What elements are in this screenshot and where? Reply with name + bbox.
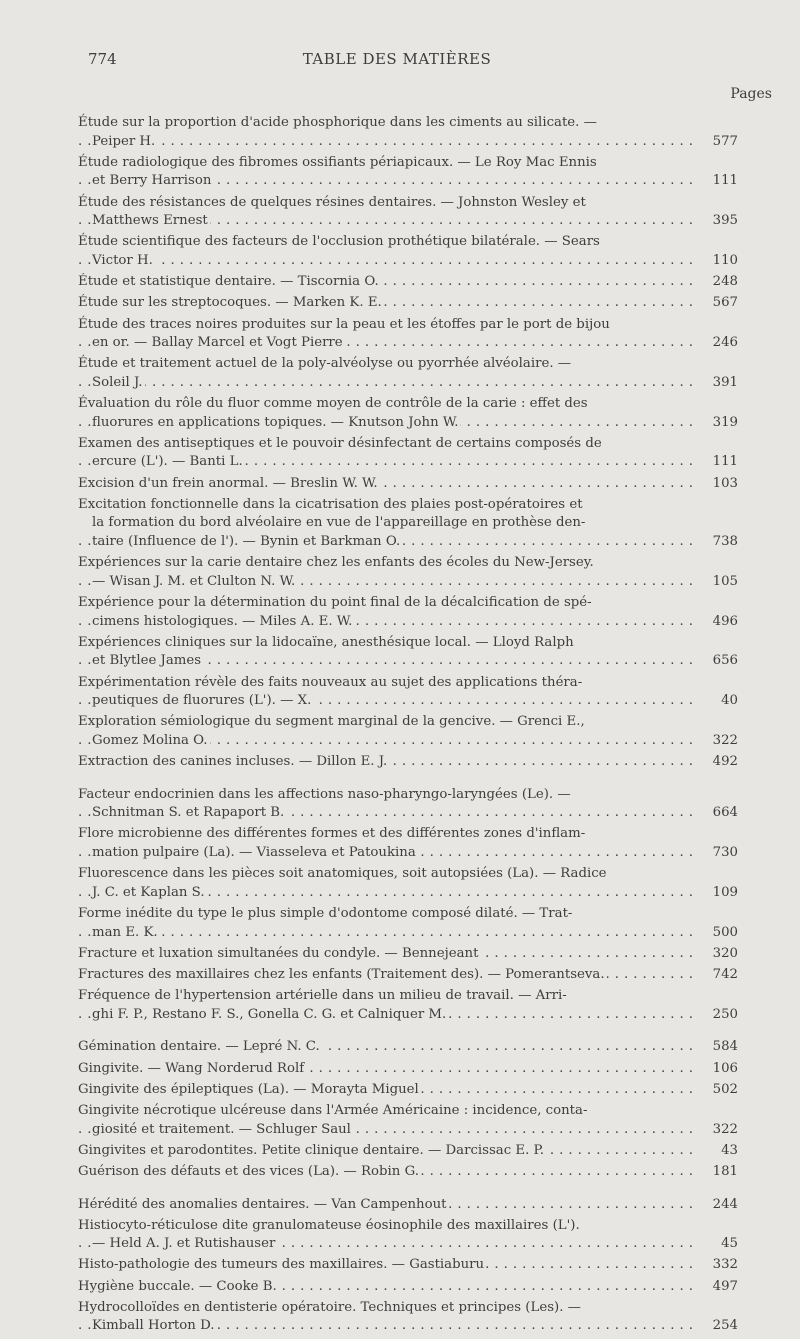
page-header (88, 50, 706, 72)
toc-entry (78, 1256, 738, 1275)
toc-entry-text: Exploration sémiologique du segment marginal de la gencive. — Grenci E., (78, 714, 585, 730)
toc-entry-text: J. C. et Kaplan S. (92, 884, 205, 900)
toc-entry-page: 246 (709, 334, 738, 353)
toc-entry (78, 1038, 738, 1057)
pages-column-label: Pages (730, 86, 772, 102)
toc-entry-text: giosité et traitement. — Schluger Saul (92, 1121, 351, 1137)
toc-entry-page: 103 (709, 475, 738, 494)
toc-entry-page: 322 (709, 1121, 738, 1140)
toc-entry (78, 905, 738, 942)
toc-entry-text: Gémination dentaire. — Lepré N. C. (78, 1039, 320, 1055)
toc-entry (78, 1102, 738, 1139)
toc-entry-text: Gingivite. — Wang Norderud Rolf (78, 1060, 305, 1076)
toc-entry-page: 105 (709, 573, 738, 592)
toc-entry (78, 554, 738, 591)
toc-entry-text: la formation du bord alvéolaire en vue de l'appareillage en prothèse den- (92, 515, 586, 531)
toc-entry-text: Étude scientifique des facteurs de l'occlusion prothétique bilatérale. — Sears (78, 234, 600, 250)
toc-entry (78, 355, 738, 392)
toc-entry-page: 502 (709, 1081, 738, 1100)
toc-entry-page: 109 (709, 884, 738, 903)
toc-entry-page: 250 (709, 1006, 738, 1025)
toc-entry-text: — Held A. J. et Rutishauser (92, 1236, 276, 1252)
toc-entry-text: Histiocyto-réticulose dite granulomateuse éosinophile des maxillaires (L'). (78, 1217, 580, 1233)
toc-entry (78, 1081, 738, 1100)
toc-entry (78, 1142, 738, 1161)
toc-entry (78, 825, 738, 862)
toc-entry-text: Soleil J. (92, 374, 143, 390)
toc-entry-text: peutiques de fluorures (L'). — X. (92, 693, 312, 709)
toc-entry-text: et Blytlee James (92, 653, 202, 669)
toc-entry-page: 320 (709, 945, 738, 964)
toc-entry-text: Étude sur la proportion d'acide phosphorique dans les ciments au silicate. — (78, 115, 597, 130)
toc-entry-page: 500 (709, 924, 738, 943)
toc-entry-page: 322 (709, 732, 738, 751)
toc-entry-text: Étude des traces noires produites sur la peau et les étoffes par le port de bijou (78, 316, 610, 332)
toc-entry-text: Hygiène buccale. — Cooke B. (78, 1278, 277, 1294)
toc-entry (78, 233, 738, 270)
toc-entry-page: 496 (709, 613, 738, 632)
toc-entry-text: Fracture et luxation simultanées du condyle. — Bennejeant (78, 945, 479, 961)
toc-entry (78, 674, 738, 711)
toc-entry (78, 713, 738, 750)
toc-entry-text: Évaluation du rôle du fluor comme moyen de contrôle de la carie : effet des (78, 396, 588, 412)
toc-entry-text: Gomez Molina O. (92, 732, 208, 748)
toc-entry-page: 244 (709, 1196, 738, 1215)
toc-entry (78, 1196, 738, 1215)
toc-entry (78, 435, 738, 472)
toc-entry-page: 40 (717, 692, 738, 711)
toc-entry-page: 106 (709, 1060, 738, 1079)
toc-entry (78, 1278, 738, 1297)
toc-entry-page: 492 (709, 753, 738, 772)
toc-entry (78, 945, 738, 964)
page-number: 774 (88, 50, 117, 68)
toc-entry (78, 154, 738, 191)
toc-entry (78, 753, 738, 772)
toc-entry-page: 730 (709, 844, 738, 863)
toc-entry-text: Matthews Ernest (92, 213, 208, 229)
toc-entry (78, 865, 738, 902)
toc-entry-text: ghi F. P., Restano F. S., Gonella C. G. et Calniquer M. (92, 1006, 447, 1022)
toc-entry-text: en or. — Ballay Marcel et Vogt Pierre (92, 335, 343, 351)
toc-entry (78, 194, 738, 231)
toc-entry-text: Gingivite nécrotique ulcéreuse dans l'Armée Américaine : incidence, conta- (78, 1102, 588, 1118)
toc-entry-text: Histo-pathologie des tumeurs des maxillaires. — Gastiaburu (78, 1257, 485, 1273)
toc-entry-text: Examen des antiseptiques et le pouvoir désinfectant de certains composés de (78, 435, 602, 451)
toc-entry (78, 496, 738, 552)
toc-entry-text: Étude sur les streptocoques. — Marken K. E. (78, 295, 382, 311)
toc-entry-text: Fractures des maxillaires chez les enfants (Traitement des). — Pomerantseva. (78, 967, 605, 982)
toc-entry-page: 738 (709, 533, 738, 552)
toc-entry (78, 475, 738, 494)
toc-entry-page: 45 (717, 1235, 738, 1254)
toc-entry-text: fluorures en applications topiques. — Knutson John W. (92, 414, 459, 430)
toc-entry-text: — Wisan J. M. et Clulton N. W. (92, 573, 296, 589)
toc-entry-text: Gingivite des épileptiques (La). — Morayta Miguel (78, 1081, 419, 1097)
toc-entry-text: Victor H. (92, 252, 153, 268)
toc-entry (78, 1163, 738, 1182)
toc-entry (78, 786, 738, 823)
toc-entry-page: 395 (709, 212, 738, 231)
toc-entry-text: Expérience pour la détermination du point final de la décalcification de spé- (78, 594, 592, 610)
toc-entry-text: ercure (L'). — Banti L. (92, 454, 243, 470)
toc-entry-text: Extraction des canines incluses. — Dillon E. J. (78, 754, 388, 770)
toc-entry-text: Facteur endocrinien dans les affections naso-pharyngo-laryngées (Le). — (78, 786, 571, 802)
toc-entry (78, 594, 738, 631)
toc-entry (78, 987, 738, 1024)
toc-entry-page: 110 (709, 252, 738, 271)
toc-entry-page: 181 (709, 1163, 738, 1182)
toc-entry-page: 567 (709, 294, 738, 313)
toc-entry-text: Hérédité des anomalies dentaires. — Van Campenhout (78, 1196, 447, 1212)
toc-entry-text: Guérison des défauts et des vices (La). — Robin G. (78, 1163, 419, 1179)
toc-entry-page: 497 (709, 1278, 738, 1297)
toc-entry (78, 316, 738, 353)
toc-entry (78, 273, 738, 292)
toc-entry-page: 742 (709, 966, 738, 985)
table-of-contents (78, 114, 738, 1339)
toc-entry-text: Excitation fonctionnelle dans la cicatrisation des plaies post-opératoires et (78, 496, 583, 512)
toc-entry-text: Étude radiologique des fibromes ossifiants périapicaux. — Le Roy Mac Ennis (78, 154, 597, 170)
toc-entry (78, 294, 738, 313)
toc-entry-page: 391 (709, 374, 738, 393)
toc-entry-text: mation pulpaire (La). — Viasseleva et Patoukina (92, 845, 416, 861)
toc-entry (78, 395, 738, 432)
toc-entry-text: man E. K. (92, 924, 158, 940)
toc-entry-text: Forme inédite du type le plus simple d'odontome composé dilaté. — Trat- (78, 906, 573, 922)
running-title: TABLE DES MATIÈRES (302, 50, 492, 68)
toc-entry-text: Expérimentation révèle des faits nouveaux au sujet des applications théra- (78, 674, 583, 690)
toc-entry (78, 1299, 738, 1336)
toc-entry-text: Étude et traitement actuel de la poly-alvéolyse ou pyorrhée alvéolaire. — (78, 356, 572, 372)
toc-entry-text: Schnitman S. et Rapaport B. (92, 805, 285, 821)
toc-entry-page: 664 (709, 804, 738, 823)
toc-entry-text: Hydrocolloïdes en dentisterie opératoire. Techniques et principes (Les). — (78, 1299, 581, 1315)
toc-entry-page: 111 (709, 453, 738, 472)
toc-entry (78, 634, 738, 671)
toc-entry-page: 254 (709, 1317, 738, 1336)
toc-entry (78, 966, 738, 985)
toc-entry-text: Étude des résistances de quelques résines dentaires. — Johnston Wesley et (78, 194, 586, 210)
toc-entry-text: Fréquence de l'hypertension artérielle dans un milieu de travail. — Arri- (78, 988, 567, 1004)
toc-entry-text: Fluorescence dans les pièces soit anatomiques, soit autopsiées (La). — Radice (78, 866, 607, 882)
toc-entry (78, 114, 738, 151)
toc-entry-page: 43 (717, 1142, 738, 1161)
toc-entry-text: Excision d'un frein anormal. — Breslin W. W. (78, 475, 378, 491)
toc-entry-page: 656 (709, 652, 738, 671)
toc-entry-text: Flore microbienne des différentes formes et des différentes zones d'inflam- (78, 826, 586, 842)
toc-entry-text: taire (Influence de l'). — Bynin et Barkman O. (92, 534, 401, 549)
toc-entry (78, 1060, 738, 1079)
toc-entry-text: Expériences cliniques sur la lidocaïne, anesthésique local. — Lloyd Ralph (78, 634, 574, 650)
toc-entry-text: Expériences sur la carie dentaire chez les enfants des écoles du New-Jersey. (78, 555, 594, 571)
toc-entry-page: 332 (709, 1256, 738, 1275)
toc-entry-text: cimens histologiques. — Miles A. E. W. (92, 613, 353, 629)
toc-entry-page: 577 (709, 133, 738, 152)
toc-entry-text: Étude et statistique dentaire. — Tiscornia O. (78, 274, 379, 290)
toc-entry-text: Kimball Horton D. (92, 1318, 215, 1334)
toc-entry-page: 248 (709, 273, 738, 292)
toc-entry-page: 584 (709, 1038, 738, 1057)
toc-entry-page: 319 (709, 414, 738, 433)
toc-entry (78, 1217, 738, 1254)
toc-entry-text: Peiper H. (92, 133, 156, 149)
toc-entry-page: 111 (709, 172, 738, 191)
toc-entry-text: et Berry Harrison (92, 173, 212, 189)
toc-entry-text: Gingivites et parodontites. Petite clinique dentaire. — Darcissac E. P. (78, 1142, 545, 1158)
